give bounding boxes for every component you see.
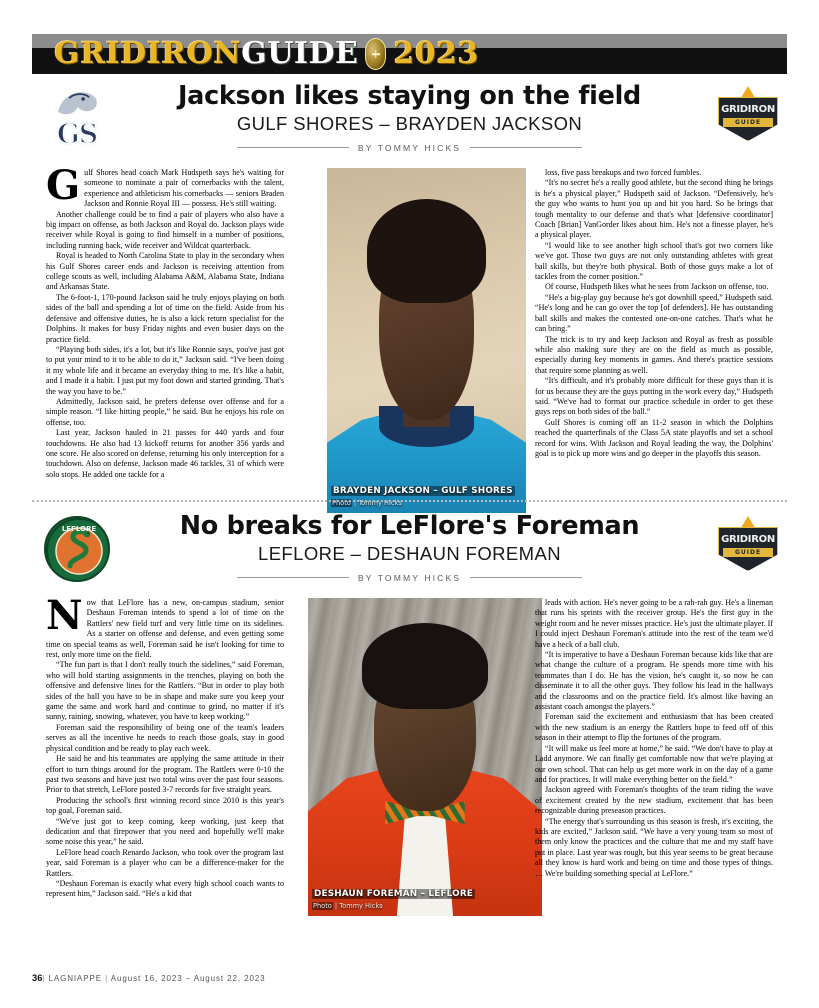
paragraph: Producing the school's first winning record since 2010 is this year's top goal, Foreman said. bbox=[46, 795, 284, 816]
article-2-byline-row bbox=[32, 573, 787, 583]
article-1-body bbox=[32, 162, 787, 520]
byline-rule-right bbox=[470, 147, 582, 148]
page-footer bbox=[32, 972, 266, 983]
article-2-body bbox=[32, 592, 787, 928]
paragraph: Gulf Shores head coach Mark Hudspeth says he's waiting for someone to nominate a pair of cornerbacks with the talent, experience and athleticism his cornerbacks — seniors Braden Jackson and Ronnie Royal III — possess. He's still waiting. bbox=[46, 162, 284, 209]
issue-date-range: August 16, 2023 – August 22, 2023 bbox=[110, 974, 266, 983]
paragraph: “We've just got to keep coming, keep working, just keep that dedication and that firepower that you need and hopefully we'll make some noise this year,” he said. bbox=[46, 816, 284, 847]
publication-name: LAGNIAPPE bbox=[48, 974, 102, 983]
section-divider bbox=[32, 500, 787, 504]
article-1-photo bbox=[327, 168, 526, 513]
paragraph: The 6-foot-1, 170-pound Jackson said he truly enjoys playing on both sides of the ball and spending a lot of time on the field. Aside from his defensive and offensive duties, he is also a kick return specialist for the Dolphins. It makes for busy Friday nights and even busier days on the practice field. bbox=[46, 292, 284, 344]
masthead-year: 2023 bbox=[393, 36, 479, 71]
paragraph: “It's difficult, and it's probably more difficult for these guys than it is for us because they are the guys putting in the work every day,” Hudspeth said. “We've had to format our practice schedule in order to get these guys reps on both sides of the ball.” bbox=[535, 376, 773, 417]
caption-credit-label: Photo bbox=[332, 499, 351, 507]
gridiron-guide-badge-2 bbox=[715, 514, 781, 580]
gridiron-guide-badge-1 bbox=[715, 84, 781, 150]
photo-portrait-foreman bbox=[308, 598, 542, 916]
article-1-byline-row bbox=[32, 143, 787, 153]
footer-separator-1: | bbox=[42, 974, 46, 983]
leflore-magnet-high-school-logo bbox=[44, 516, 110, 582]
paragraph: “It's no secret he's a really good athlete, but the second thing he brings is he's a physical player,” Hudspeth said of Jackson. “Defensively, he's the guy who wants to hunt you up and hit you hard. So he brings that tough mentality to our defense and that's what [defensive coordinator] Coach [Brian] VanGorder likes about him. He's not a finesse player, he's a physical player. bbox=[535, 178, 773, 240]
article-2-byline: BY TOMMY HICKS bbox=[357, 572, 462, 583]
caption-name: BRAYDEN JACKSON – GULF SHORES bbox=[333, 486, 513, 496]
drop-cap: G bbox=[46, 162, 81, 209]
paragraph: leads with action. He's never going to be a rah-rah guy. He's a lineman that runs his sprints with the receiver group. He's the first guy in the weight room and he never misses practice. He's just the ultimate player. If I could inject Deshaun Foreman's attitude into the rest of the team we'd have a heck of a ball club. bbox=[535, 598, 773, 649]
paragraph: “Deshaun Foreman is exactly what every high school coach wants to represent him,” Jackson said. “He's a kid that bbox=[46, 878, 284, 899]
byline-rule-right bbox=[470, 577, 582, 578]
badge-subword: GUIDE bbox=[723, 118, 773, 127]
paragraph: “It is imperative to have a Deshaun Foreman because kids like that are what change the culture of a program. He spends more time with his teammates than I do. He has the vision, he's caught it, so now he can disseminate it to all the other guys. They follow his lead in the hallways and the classrooms and on the practice field. It's almost like having an assistant coach amongst the players.” bbox=[535, 650, 773, 712]
article-2-header bbox=[32, 508, 787, 598]
drop-cap: N bbox=[46, 592, 83, 639]
byline-rule-left bbox=[237, 147, 349, 148]
gridiron-guide-masthead bbox=[32, 34, 787, 74]
article-2-column-left bbox=[46, 592, 284, 900]
paragraph: LeFlore head coach Renardo Jackson, who took over the program last year, said Foreman is a player who can be a difference-maker for the Rattlers. bbox=[46, 847, 284, 878]
masthead-word-guide: GUIDE bbox=[241, 36, 359, 71]
paragraph: Another challenge could be to find a pair of players who also have a big impact on offense, as both Jackson and Royal do. Jackson plays wide receiver while Royal is going to find himself in a number of positions, including running back, wide receiver and Wildcat quarterback. bbox=[46, 209, 284, 250]
article-1-byline: BY TOMMY HICKS bbox=[357, 142, 462, 153]
article-foreman bbox=[32, 508, 787, 928]
badge-subword: GUIDE bbox=[723, 548, 773, 557]
paragraph: Foreman said the excitement and enthusiasm that has been created with the new stadium is an energy the Rattlers hope to feed off of this season in their attempt to flip the fortunes of the program. bbox=[535, 712, 773, 743]
article-1-subhead: GULF SHORES – BRAYDEN JACKSON bbox=[236, 112, 583, 134]
article-1-header bbox=[32, 78, 787, 168]
byline-rule-left bbox=[237, 577, 349, 578]
masthead-content bbox=[54, 34, 479, 74]
badge-word: GRIDIRON bbox=[721, 534, 775, 545]
article-1-headline: Jackson likes staying on the field bbox=[177, 81, 642, 111]
paragraph: Last year, Jackson hauled in 21 passes for 440 yards and four touchdowns. He also had 13 kickoff returns for another 356 yards and one score. He also scored on defense, returning his only interception for a touchdown. Also on defense, Jackson made 46 tackles, 31 of which were solo stops. He added one tackle for a bbox=[46, 428, 284, 479]
paragraph: Foreman said the responsibility of being one of the team's leaders serves as all the incentive he needs to reach those goals, stay in good physical condition and be ready to play each week. bbox=[46, 722, 284, 753]
football-icon bbox=[365, 38, 386, 70]
article-2-headline: No breaks for LeFlore's Foreman bbox=[179, 511, 640, 541]
caption-credit bbox=[312, 902, 475, 910]
gulf-shores-dolphins-logo bbox=[44, 86, 110, 152]
paragraph: Admittedly, Jackson said, he prefers defense over offense and for a simple reason. “I like hitting people,” he said. But he enjoys his role on offense, too. bbox=[46, 396, 284, 427]
caption-name: DESHAUN FOREMAN – LEFLORE bbox=[314, 889, 474, 899]
article-1-column-left bbox=[46, 162, 284, 480]
paragraph: Now that LeFlore has a new, on-campus stadium, senior Deshaun Foreman intends to spend a lot of time on the Rattlers' new field turf and very little time on its sidelines. As a starter on offense and defense, and even getting some time on special teams as well, Foreman said he isn't looking for time to rest, only more time on the field. bbox=[46, 592, 284, 660]
article-1-column-right bbox=[535, 168, 773, 459]
paragraph: Of course, Hudspeth likes what he sees from Jackson on offense, too. bbox=[545, 282, 769, 292]
rattlers-snake-icon bbox=[46, 518, 110, 582]
caption-credit-label: Photo bbox=[313, 902, 332, 910]
paragraph: loss, five pass breakups and two forced fumbles. bbox=[545, 168, 702, 177]
masthead-word-gridiron: GRIDIRON bbox=[54, 36, 242, 71]
paragraph: He said he and his teammates are applying the same attitude in their effort to turn things around for the program. The Rattlers were 0-10 the past two seasons and have just two total wins over the past four seasons. Prior to that stretch, LeFlore posted 3-7 records for five straight years. bbox=[46, 754, 284, 795]
paragraph: Jackson agreed with Foreman's thoughts of the team riding the wave of excitement created by the new stadium, excitement that has been recognizable during preseason practices. bbox=[535, 785, 773, 816]
paragraph: “The energy that's surrounding us this season is fresh, it's exciting, the kids are excited,” Jackson said. “We have a very young team so most of them only know the practices and the culture that me and my staff have put in place. Last year was rough, but this year seems to be great because all they know is hard work and being on time and those types of things. … We're building something special at LeFlore.” bbox=[535, 816, 773, 878]
paragraph: Royal is headed to North Carolina State to play in the secondary when his Gulf Shores career ends and Jackson is receiving attention from college scouts as well, including Alabama A&M, Alabama State, Indiana and Arkansas State. bbox=[46, 251, 284, 292]
svg-text:LEFLORE: LEFLORE bbox=[61, 525, 97, 533]
article-2-column-right bbox=[535, 598, 773, 879]
caption-credit-author: | Tommy Hicks bbox=[353, 499, 402, 507]
page-number: 36 bbox=[32, 972, 43, 983]
paragraph: “He's a big-play guy because he's got downhill speed,” Hudspeth said. “He's long and he can go over the top [of defenders]. He has outstanding ball skills and makes the contested one-on-one catches. That's what he can bring.” bbox=[535, 292, 773, 334]
badge-word: GRIDIRON bbox=[721, 104, 775, 115]
article-2-photo-caption bbox=[308, 883, 475, 910]
photo-portrait-jackson bbox=[327, 168, 526, 513]
caption-credit-author: | Tommy Hicks bbox=[334, 902, 383, 910]
paragraph: “The fun part is that I don't really touch the sidelines,” said Foreman, who will hold starting assignments in the trenches, playing on both the offensive and defensive lines for the Rattlers. “But in order to play both sides of the ball you have to be in shape and make sure you keep your game the same and work hard and continue to grind, no matter if it's sunny, raining, snowing, whatever, you have to keep working.” bbox=[46, 660, 284, 722]
footer-separator-2: | bbox=[105, 974, 109, 983]
paragraph: “Playing both sides, it's a lot, but it's like Ronnie says, you've just got to put your mind to it to be able to do it,” Jackson said. “I've been doing it my whole life and it became an everyday thing to me. It's like a habit, and I made it a habit. I just put my foot down and started grinding. That's the way you have to be.” bbox=[46, 344, 284, 396]
article-2-photo bbox=[308, 598, 542, 916]
gs-monogram: GS bbox=[56, 119, 98, 150]
paragraph: Gulf Shores is coming off an 11-2 season in which the Dolphins reached the quarterfinals of the Class 5A state playoffs and set a school record for wins. With Jackson and Royal leading the way, the Dolphins' goal is to pick up more wins and go deeper in the playoffs this season. bbox=[535, 417, 773, 458]
paragraph: “It will make us feel more at home,” he said. “We don't have to play at Ladd anymore. We can finally get comfortable now that we're playing at our own school. That can help us get more work in on the day of a game and for practices. It will make everything better on the field.” bbox=[535, 743, 773, 784]
paragraph: “I would like to see another high school that's got two corners like we've got. Those two guys are not only outstanding athletes with great ball skills, but they're both physical. Both of those guys make a lot of tackles from the corner position.” bbox=[535, 240, 773, 282]
article-jackson bbox=[32, 78, 787, 520]
article-2-subhead: LEFLORE – DESHAUN FOREMAN bbox=[258, 542, 561, 564]
paragraph: The trick is to try and keep Jackson and Royal as fresh as possible while also making sure they are on the field as much as possible, especially during key moments in games. And there's practice sessions that require some planning as well. bbox=[535, 334, 773, 375]
